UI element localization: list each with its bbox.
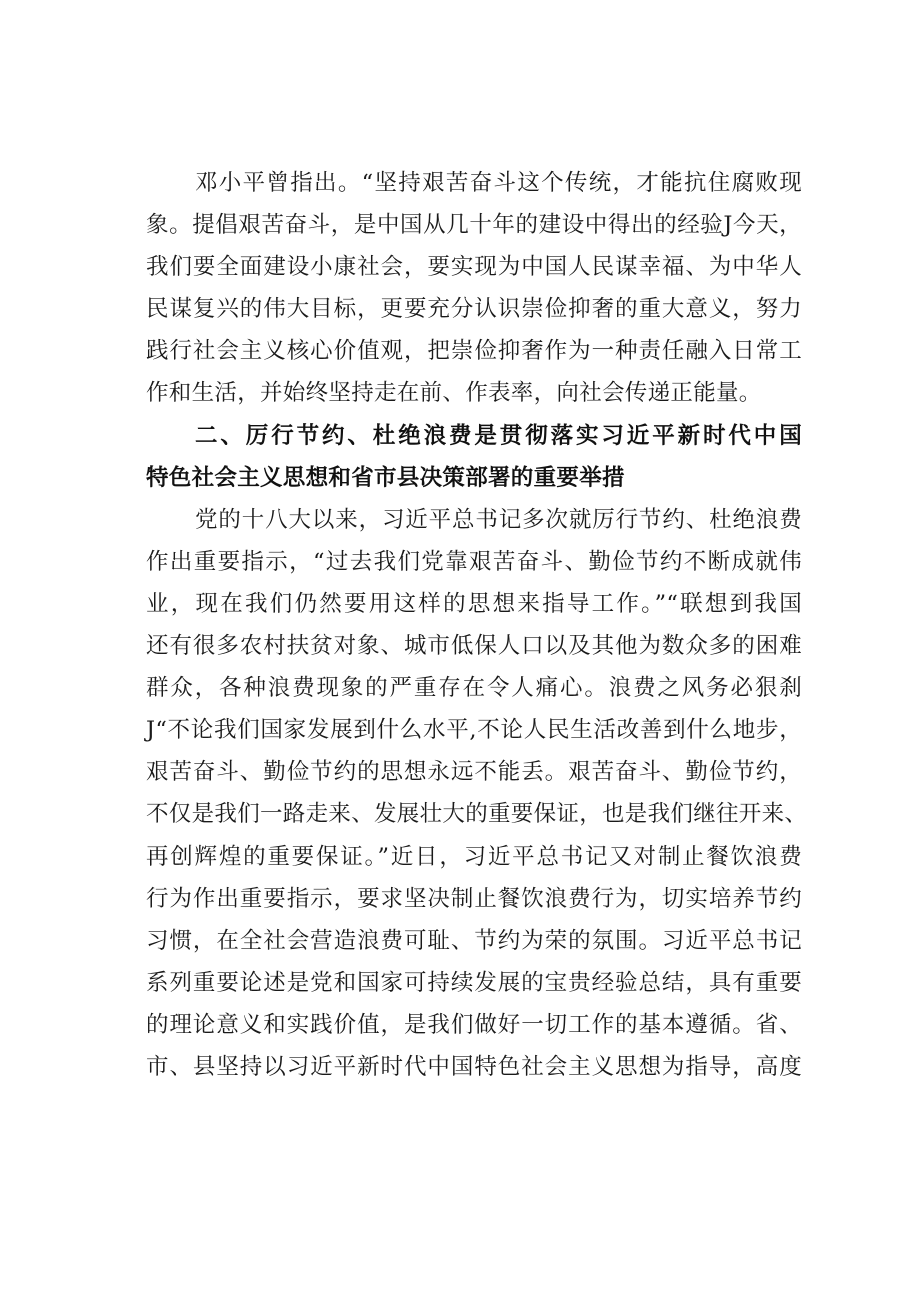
paragraph-line: 系列重要论述是党和国家可持续发展的宝贵经验总结，具有重要 bbox=[146, 969, 802, 996]
paragraph-line: 不仅是我们一路走来、发展壮大的重要保证，也是我们继往开来、 bbox=[146, 801, 808, 828]
paragraph-line: 市、县坚持以习近平新时代中国特色社会主义思想为指导，高度 bbox=[146, 1053, 802, 1080]
heading-line: 二、厉行节约、杜绝浪费是贯彻落实习近平新时代中国 bbox=[195, 422, 802, 449]
paragraph-line: 作和生活，并始终坚持走在前、作表率，向社会传递正能量。 bbox=[146, 380, 762, 407]
paragraph-line: 的理论意义和实践价值，是我们做好一切工作的基本遵循。省、 bbox=[146, 1011, 802, 1038]
paragraph-section-two-body bbox=[146, 499, 808, 1088]
paragraph-line: 习惯，在全社会营造浪费可耻、节约为荣的氛围。习近平总书记 bbox=[146, 927, 802, 954]
paragraph-line: 艰苦奋斗、勤俭节约的思想永远不能丢。艰苦奋斗、勤俭节约， bbox=[146, 759, 802, 786]
paragraph-line: 作出重要指示，“过去我们党靠艰苦奋斗、勤俭节约不断成就伟 bbox=[146, 548, 802, 575]
paragraph-deng-xiaoping-quote bbox=[146, 162, 802, 415]
paragraph-line: 我们要全面建设小康社会，要实现为中国人民谋幸福、为中华人 bbox=[146, 254, 802, 281]
paragraph-line: 还有很多农村扶贫对象、城市低保人口以及其他为数众多的困难 bbox=[146, 633, 802, 660]
paragraph-line: 民谋复兴的伟大目标，更要充分认识崇俭抑奢的重大意义，努力 bbox=[146, 296, 802, 323]
paragraph-line: 象。提倡艰苦奋斗，是中国从几十年的建设中得出的经验J今天， bbox=[146, 212, 802, 239]
paragraph-line: 党的十八大以来，习近平总书记多次就厉行节约、杜绝浪费 bbox=[195, 506, 802, 533]
section-heading bbox=[146, 415, 802, 499]
paragraph-line: J“不论我们国家发展到什么水平,不论人民生活改善到什么地步， bbox=[146, 717, 802, 744]
document-body bbox=[146, 162, 808, 1088]
paragraph-line: 行为作出重要指示，要求坚决制止餐饮浪费行为，切实培养节约 bbox=[146, 885, 802, 912]
paragraph-line: 业，现在我们仍然要用这样的思想来指导工作。”“联想到我国 bbox=[146, 590, 802, 617]
paragraph-line: 再创辉煌的重要保证。”近日，习近平总书记又对制止餐饮浪费 bbox=[146, 843, 802, 870]
heading-line: 特色社会主义思想和省市县决策部署的重要举措 bbox=[146, 464, 625, 491]
paragraph-line: 群众，各种浪费现象的严重存在令人痛心。浪费之风务必狠刹 bbox=[146, 675, 802, 702]
paragraph-line: 践行社会主义核心价值观，把崇俭抑奢作为一种责任融入日常工 bbox=[146, 338, 802, 365]
paragraph-line: 邓小平曾指出。“坚持艰苦奋斗这个传统，才能抗住腐败现 bbox=[195, 170, 802, 196]
